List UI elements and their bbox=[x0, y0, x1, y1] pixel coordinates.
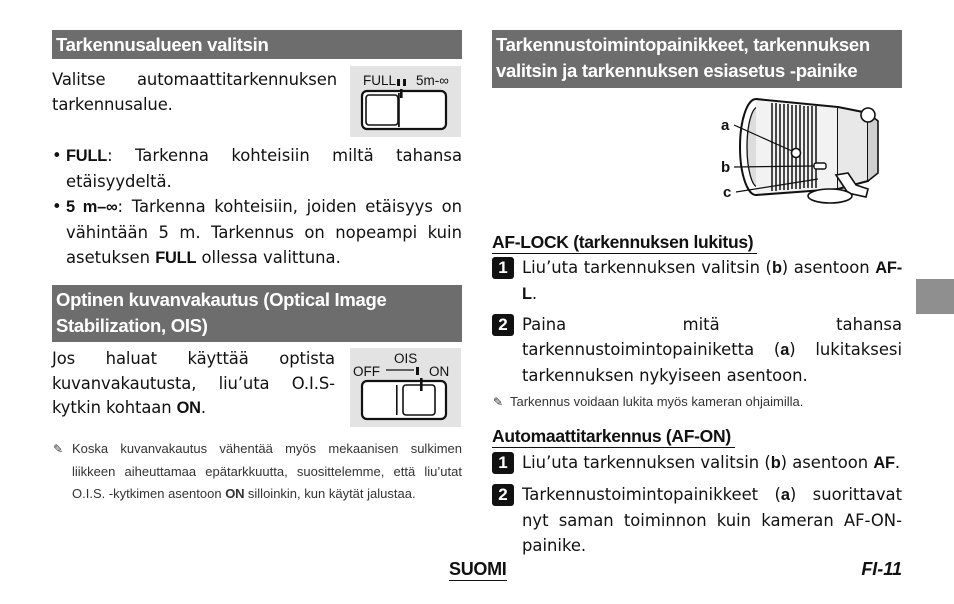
term-full-inline: FULL bbox=[155, 249, 197, 267]
af-lock-note-text: Tarkennus voidaan lukita myös kameran ohjaimilla. bbox=[510, 394, 804, 409]
step-number: 2 bbox=[492, 484, 514, 506]
step-text: ) asentoon bbox=[780, 453, 874, 472]
focus-range-intro: Valitse automaattitarkennuksen tarkennusalue. bbox=[52, 70, 337, 114]
ois-note-end: silloinkin, kun käytät jalustaa. bbox=[244, 486, 416, 501]
section-heading-focus-buttons bbox=[492, 30, 902, 88]
term-on: ON bbox=[176, 399, 201, 417]
term-af: AF bbox=[873, 454, 895, 472]
switch-label-on: ON bbox=[429, 364, 450, 379]
focus-switch-icon bbox=[350, 66, 461, 137]
note-pencil-icon: ✎ bbox=[493, 395, 504, 409]
term-5m: 5 m–∞ bbox=[66, 198, 118, 216]
switch-label-full: FULL bbox=[363, 73, 397, 88]
af-lock-step-1 bbox=[492, 255, 902, 307]
switch-label-off: OFF bbox=[353, 364, 380, 379]
bullet-dot: • bbox=[52, 146, 62, 165]
af-lock-title-wrap bbox=[492, 231, 757, 254]
lens-illustration bbox=[718, 93, 902, 209]
ois-heading-line2: Stabilization, OIS) bbox=[56, 315, 208, 336]
ois-switch-icon bbox=[350, 348, 461, 427]
af-on-title-wrap bbox=[492, 425, 735, 448]
step-text: ) lukitaksesi tarkennuksen nykyiseen asentoon. bbox=[522, 340, 902, 385]
note-pencil-icon: ✎ bbox=[53, 442, 64, 456]
bullet-5m bbox=[52, 194, 462, 271]
side-thumb-tab bbox=[916, 279, 954, 314]
section-heading-ois bbox=[52, 285, 462, 342]
footer-language: SUOMI bbox=[449, 559, 507, 579]
af-lock-step-2 bbox=[492, 312, 902, 388]
ois-intro bbox=[52, 347, 335, 421]
af-on-step-2 bbox=[492, 482, 902, 558]
label-a: a bbox=[780, 486, 790, 504]
af-on-title: Automaattitarkennus (AF-ON) bbox=[492, 425, 735, 448]
bullet-dot: • bbox=[52, 197, 62, 216]
ois-heading-line1: Optinen kuvanvakautus (Optical Image bbox=[56, 289, 387, 310]
af-lock-steps bbox=[492, 255, 902, 414]
ois-note-text: Koska kuvanvakautus vähentää myös mekaanisen sulkimen liikkeen aiheuttamaa epätarkkuutta, suosittelemme, että liu’utat O.I.S. -kytkimen asentoon bbox=[72, 441, 462, 501]
af-on-step-1 bbox=[492, 450, 902, 476]
term-on-note: ON bbox=[225, 486, 245, 501]
ois-note bbox=[52, 438, 462, 506]
bullet-full-text: : Tarkenna kohteisiin miltä tahansa etäisyydeltä. bbox=[66, 146, 462, 191]
step-text: Tarkennustoimintopainikkeet ( bbox=[522, 485, 781, 504]
af-on-steps bbox=[492, 450, 902, 558]
step-text: . bbox=[531, 284, 538, 303]
step-text: Liu’uta tarkennuksen valitsin ( bbox=[522, 258, 772, 277]
ois-switch-illustration bbox=[350, 348, 461, 427]
step-text: Paina mitä tahansa tarkennustoimintopainiketta ( bbox=[522, 315, 902, 359]
switch-title-ois: OIS bbox=[394, 351, 418, 366]
step-number: 1 bbox=[492, 257, 514, 279]
bullet-full bbox=[52, 143, 462, 194]
ois-intro-text: Jos haluat käyttää optista kuvanvakautusta, liu’uta O.I.S-kytkin kohtaan bbox=[52, 349, 335, 417]
step-number: 2 bbox=[492, 314, 514, 336]
focus-buttons-heading-line1: Tarkennustoimintopainikkeet, tarkennuksen bbox=[496, 34, 870, 55]
label-a: a bbox=[780, 341, 790, 359]
lens-icon bbox=[718, 93, 902, 209]
bullet-5m-text-before: : Tarkenna kohteisiin, joiden etäisyys on vähintään 5 m. Tarkennus on nopeampi kuin asetuksen bbox=[66, 197, 462, 267]
label-b: b bbox=[771, 259, 782, 277]
af-lock-note bbox=[492, 391, 902, 414]
lens-label-c: c bbox=[723, 184, 732, 201]
step-number: 1 bbox=[492, 452, 514, 474]
focus-range-bullets bbox=[52, 143, 462, 271]
focus-range-switch-illustration bbox=[350, 66, 461, 137]
step-text: Liu’uta tarkennuksen valitsin ( bbox=[522, 453, 771, 472]
focus-buttons-heading-line2: valitsin ja tarkennuksen esiasetus -painike bbox=[496, 60, 858, 81]
lens-label-b: b bbox=[721, 159, 731, 176]
switch-label-5m: 5m-∞ bbox=[416, 73, 449, 88]
term-af-l: AF-L bbox=[522, 259, 902, 303]
section-heading-focus-range: Tarkennusalueen valitsin bbox=[52, 30, 462, 59]
af-lock-title: AF-LOCK (tarkennuksen lukitus) bbox=[492, 231, 757, 254]
footer-page-number: FI-11 bbox=[861, 559, 902, 579]
term-full: FULL bbox=[66, 147, 108, 165]
bullet-5m-text-after: ollessa valittuna. bbox=[196, 248, 341, 267]
step-text: ) asentoon bbox=[781, 258, 876, 277]
label-b: b bbox=[770, 454, 781, 472]
ois-intro-end: . bbox=[200, 398, 206, 417]
step-text: . bbox=[894, 453, 901, 472]
lens-label-a: a bbox=[721, 117, 730, 134]
step-text: ) suorittavat nyt saman toiminnon kuin kameran AF-ON-painike. bbox=[522, 485, 902, 555]
